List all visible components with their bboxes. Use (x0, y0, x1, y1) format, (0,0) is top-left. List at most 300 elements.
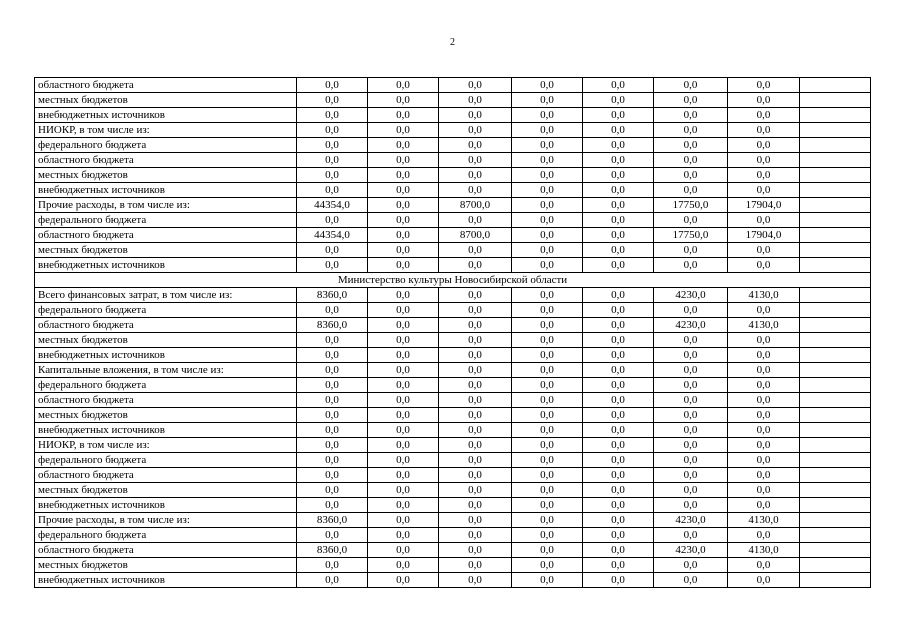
value-cell: 0,0 (439, 213, 512, 228)
value-cell: 0,0 (654, 558, 728, 573)
value-cell: 0,0 (654, 333, 728, 348)
value-cell: 0,0 (654, 93, 728, 108)
value-cell: 0,0 (368, 228, 439, 243)
value-cell: 0,0 (368, 438, 439, 453)
value-cell: 0,0 (583, 123, 654, 138)
value-cell: 0,0 (368, 108, 439, 123)
value-cell (800, 363, 871, 378)
value-cell: 0,0 (654, 108, 728, 123)
value-cell: 0,0 (368, 213, 439, 228)
value-cell: 0,0 (728, 333, 800, 348)
value-cell: 0,0 (583, 453, 654, 468)
value-cell: 0,0 (512, 453, 583, 468)
value-cell (800, 483, 871, 498)
value-cell: 0,0 (439, 93, 512, 108)
value-cell: 0,0 (439, 108, 512, 123)
value-cell: 0,0 (439, 123, 512, 138)
value-cell: 0,0 (368, 378, 439, 393)
table-row (35, 228, 871, 243)
value-cell: 0,0 (439, 363, 512, 378)
value-cell: 0,0 (583, 423, 654, 438)
value-cell: 0,0 (439, 438, 512, 453)
value-cell (800, 153, 871, 168)
value-cell: 17750,0 (654, 198, 728, 213)
value-cell: 0,0 (297, 183, 368, 198)
value-cell: 0,0 (512, 513, 583, 528)
table-row (35, 108, 871, 123)
value-cell: 0,0 (368, 543, 439, 558)
value-cell (800, 258, 871, 273)
value-cell: 0,0 (368, 168, 439, 183)
value-cell: 44354,0 (297, 198, 368, 213)
value-cell: 0,0 (583, 93, 654, 108)
value-cell: 0,0 (439, 558, 512, 573)
value-cell: 17750,0 (654, 228, 728, 243)
value-cell: 0,0 (728, 528, 800, 543)
value-cell: 0,0 (512, 108, 583, 123)
value-cell: 0,0 (583, 303, 654, 318)
value-cell: 0,0 (583, 483, 654, 498)
value-cell: 0,0 (728, 408, 800, 423)
table-row (35, 123, 871, 138)
value-cell: 0,0 (368, 558, 439, 573)
table-row (35, 363, 871, 378)
value-cell: 8360,0 (297, 288, 368, 303)
value-cell: 4130,0 (728, 513, 800, 528)
table-row (35, 243, 871, 258)
value-cell: 0,0 (654, 528, 728, 543)
value-cell: 0,0 (583, 138, 654, 153)
table-row (35, 393, 871, 408)
value-cell: 0,0 (368, 483, 439, 498)
value-cell: 0,0 (654, 498, 728, 513)
value-cell: 0,0 (512, 378, 583, 393)
value-cell: 0,0 (368, 78, 439, 93)
value-cell: 0,0 (583, 408, 654, 423)
value-cell: 0,0 (439, 498, 512, 513)
row-label: местных бюджетов (35, 93, 297, 108)
value-cell: 8700,0 (439, 228, 512, 243)
value-cell: 0,0 (512, 543, 583, 558)
value-cell: 0,0 (439, 138, 512, 153)
value-cell: 0,0 (654, 573, 728, 588)
table-row (35, 408, 871, 423)
value-cell: 0,0 (728, 303, 800, 318)
value-cell: 0,0 (512, 408, 583, 423)
value-cell (800, 243, 871, 258)
row-label: местных бюджетов (35, 333, 297, 348)
row-label: областного бюджета (35, 393, 297, 408)
value-cell: 0,0 (583, 573, 654, 588)
value-cell (800, 348, 871, 363)
value-cell: 0,0 (654, 423, 728, 438)
value-cell: 17904,0 (728, 228, 800, 243)
value-cell: 0,0 (583, 393, 654, 408)
value-cell: 0,0 (297, 138, 368, 153)
value-cell: 0,0 (512, 243, 583, 258)
table-row (35, 213, 871, 228)
value-cell: 0,0 (654, 303, 728, 318)
row-label: Капитальные вложения, в том числе из: (35, 363, 297, 378)
row-label: местных бюджетов (35, 408, 297, 423)
value-cell: 0,0 (368, 93, 439, 108)
value-cell: 0,0 (512, 303, 583, 318)
value-cell: 0,0 (512, 168, 583, 183)
value-cell: 0,0 (583, 243, 654, 258)
row-label: внебюджетных источников (35, 258, 297, 273)
value-cell (800, 183, 871, 198)
value-cell: 0,0 (728, 183, 800, 198)
value-cell: 0,0 (439, 483, 512, 498)
row-label: федерального бюджета (35, 528, 297, 543)
value-cell: 0,0 (728, 348, 800, 363)
value-cell: 0,0 (368, 513, 439, 528)
value-cell: 0,0 (728, 378, 800, 393)
value-cell: 0,0 (654, 138, 728, 153)
value-cell: 0,0 (297, 108, 368, 123)
value-cell: 0,0 (654, 393, 728, 408)
value-cell: 0,0 (368, 363, 439, 378)
value-cell: 4130,0 (728, 318, 800, 333)
value-cell (800, 198, 871, 213)
value-cell: 0,0 (512, 123, 583, 138)
value-cell (800, 408, 871, 423)
value-cell (800, 93, 871, 108)
value-cell: 0,0 (583, 318, 654, 333)
value-cell (800, 303, 871, 318)
value-cell: 0,0 (512, 288, 583, 303)
budget-table (34, 77, 871, 588)
value-cell: 0,0 (583, 558, 654, 573)
value-cell: 0,0 (512, 558, 583, 573)
value-cell: 0,0 (583, 363, 654, 378)
row-label: внебюджетных источников (35, 423, 297, 438)
value-cell: 0,0 (728, 468, 800, 483)
value-cell (800, 573, 871, 588)
value-cell (800, 468, 871, 483)
value-cell: 0,0 (583, 468, 654, 483)
value-cell: 0,0 (654, 123, 728, 138)
value-cell: 0,0 (297, 303, 368, 318)
table-row (35, 543, 871, 558)
value-cell: 4130,0 (728, 543, 800, 558)
value-cell: 0,0 (512, 198, 583, 213)
table-row (35, 288, 871, 303)
value-cell: 0,0 (368, 468, 439, 483)
value-cell (800, 513, 871, 528)
row-label: НИОКР, в том числе из: (35, 123, 297, 138)
value-cell: 0,0 (583, 333, 654, 348)
value-cell: 0,0 (368, 303, 439, 318)
value-cell: 0,0 (439, 168, 512, 183)
value-cell: 0,0 (583, 378, 654, 393)
value-cell: 0,0 (654, 258, 728, 273)
value-cell: 0,0 (439, 408, 512, 423)
value-cell (800, 558, 871, 573)
section-row (35, 273, 871, 288)
value-cell: 0,0 (439, 543, 512, 558)
value-cell: 0,0 (583, 513, 654, 528)
value-cell: 0,0 (728, 123, 800, 138)
row-label: местных бюджетов (35, 168, 297, 183)
value-cell: 0,0 (512, 78, 583, 93)
row-label: внебюджетных источников (35, 108, 297, 123)
table-row (35, 303, 871, 318)
value-cell: 0,0 (297, 453, 368, 468)
value-cell (800, 78, 871, 93)
value-cell (800, 498, 871, 513)
table-row (35, 348, 871, 363)
value-cell (800, 378, 871, 393)
row-label: местных бюджетов (35, 558, 297, 573)
row-label: внебюджетных источников (35, 573, 297, 588)
value-cell: 0,0 (583, 258, 654, 273)
value-cell: 0,0 (583, 228, 654, 243)
value-cell: 0,0 (439, 303, 512, 318)
value-cell: 0,0 (728, 168, 800, 183)
table-row (35, 438, 871, 453)
value-cell: 4230,0 (654, 543, 728, 558)
value-cell: 0,0 (512, 318, 583, 333)
value-cell: 0,0 (297, 558, 368, 573)
value-cell: 0,0 (368, 573, 439, 588)
value-cell: 0,0 (368, 348, 439, 363)
section-title: Министерство культуры Новосибирской области (35, 273, 871, 288)
value-cell: 0,0 (654, 153, 728, 168)
value-cell: 0,0 (297, 153, 368, 168)
value-cell: 0,0 (583, 543, 654, 558)
value-cell: 0,0 (439, 453, 512, 468)
value-cell: 0,0 (583, 108, 654, 123)
value-cell: 0,0 (583, 168, 654, 183)
value-cell: 0,0 (512, 183, 583, 198)
value-cell: 0,0 (297, 243, 368, 258)
value-cell: 0,0 (368, 258, 439, 273)
value-cell: 0,0 (297, 258, 368, 273)
value-cell: 0,0 (439, 378, 512, 393)
value-cell: 0,0 (728, 243, 800, 258)
value-cell: 0,0 (297, 168, 368, 183)
value-cell (800, 423, 871, 438)
value-cell: 0,0 (512, 138, 583, 153)
value-cell: 0,0 (654, 78, 728, 93)
value-cell: 0,0 (439, 183, 512, 198)
value-cell: 0,0 (654, 408, 728, 423)
value-cell: 0,0 (439, 333, 512, 348)
table-row (35, 423, 871, 438)
value-cell: 0,0 (583, 498, 654, 513)
value-cell: 0,0 (512, 228, 583, 243)
value-cell: 0,0 (654, 378, 728, 393)
value-cell: 0,0 (583, 183, 654, 198)
value-cell: 4230,0 (654, 318, 728, 333)
value-cell: 0,0 (297, 78, 368, 93)
table-row (35, 318, 871, 333)
value-cell (800, 318, 871, 333)
value-cell: 0,0 (728, 108, 800, 123)
value-cell: 0,0 (583, 153, 654, 168)
value-cell: 0,0 (439, 243, 512, 258)
value-cell: 0,0 (368, 408, 439, 423)
value-cell (800, 138, 871, 153)
value-cell: 0,0 (512, 438, 583, 453)
row-label: областного бюджета (35, 153, 297, 168)
value-cell: 0,0 (368, 183, 439, 198)
value-cell: 0,0 (512, 468, 583, 483)
value-cell: 0,0 (368, 318, 439, 333)
value-cell: 0,0 (297, 348, 368, 363)
table-row (35, 558, 871, 573)
value-cell (800, 123, 871, 138)
value-cell: 0,0 (297, 423, 368, 438)
value-cell: 0,0 (439, 468, 512, 483)
row-label: федерального бюджета (35, 138, 297, 153)
value-cell: 0,0 (583, 78, 654, 93)
value-cell (800, 228, 871, 243)
value-cell: 0,0 (728, 453, 800, 468)
table-row (35, 333, 871, 348)
value-cell: 0,0 (297, 393, 368, 408)
value-cell: 0,0 (512, 93, 583, 108)
value-cell: 0,0 (368, 153, 439, 168)
value-cell: 0,0 (368, 243, 439, 258)
value-cell: 0,0 (368, 333, 439, 348)
value-cell: 0,0 (728, 423, 800, 438)
value-cell (800, 288, 871, 303)
table-row (35, 138, 871, 153)
table-row (35, 78, 871, 93)
value-cell: 0,0 (583, 288, 654, 303)
value-cell: 0,0 (728, 78, 800, 93)
value-cell: 0,0 (728, 363, 800, 378)
value-cell: 0,0 (439, 153, 512, 168)
table-row (35, 528, 871, 543)
table-row (35, 258, 871, 273)
value-cell: 0,0 (297, 408, 368, 423)
row-label: федерального бюджета (35, 303, 297, 318)
value-cell: 0,0 (583, 348, 654, 363)
value-cell: 8700,0 (439, 198, 512, 213)
value-cell: 8360,0 (297, 513, 368, 528)
value-cell: 0,0 (297, 378, 368, 393)
value-cell: 0,0 (512, 348, 583, 363)
value-cell: 0,0 (297, 573, 368, 588)
value-cell: 0,0 (654, 243, 728, 258)
row-label: областного бюджета (35, 228, 297, 243)
value-cell: 0,0 (728, 573, 800, 588)
table-row (35, 483, 871, 498)
row-label: областного бюджета (35, 318, 297, 333)
row-label: Прочие расходы, в том числе из: (35, 513, 297, 528)
row-label: областного бюджета (35, 468, 297, 483)
value-cell: 0,0 (368, 123, 439, 138)
value-cell: 0,0 (368, 453, 439, 468)
page-number: 2 (450, 37, 455, 48)
value-cell: 0,0 (654, 183, 728, 198)
row-label: внебюджетных источников (35, 183, 297, 198)
value-cell: 0,0 (368, 393, 439, 408)
value-cell: 0,0 (439, 528, 512, 543)
value-cell: 0,0 (654, 348, 728, 363)
value-cell (800, 333, 871, 348)
value-cell: 0,0 (439, 393, 512, 408)
value-cell: 0,0 (297, 438, 368, 453)
value-cell (800, 213, 871, 228)
table-row (35, 378, 871, 393)
value-cell: 0,0 (512, 258, 583, 273)
value-cell: 0,0 (368, 423, 439, 438)
value-cell: 0,0 (297, 468, 368, 483)
value-cell (800, 108, 871, 123)
value-cell: 0,0 (512, 153, 583, 168)
value-cell: 0,0 (297, 93, 368, 108)
value-cell: 4230,0 (654, 513, 728, 528)
value-cell: 0,0 (583, 198, 654, 213)
value-cell: 0,0 (654, 468, 728, 483)
value-cell: 0,0 (728, 153, 800, 168)
value-cell: 0,0 (728, 558, 800, 573)
row-label: местных бюджетов (35, 243, 297, 258)
value-cell: 4130,0 (728, 288, 800, 303)
value-cell: 0,0 (439, 318, 512, 333)
table-row (35, 498, 871, 513)
row-label: федерального бюджета (35, 213, 297, 228)
row-label: областного бюджета (35, 78, 297, 93)
value-cell: 0,0 (512, 393, 583, 408)
row-label: Прочие расходы, в том числе из: (35, 198, 297, 213)
value-cell: 0,0 (439, 288, 512, 303)
row-label: областного бюджета (35, 543, 297, 558)
value-cell (800, 168, 871, 183)
value-cell: 8360,0 (297, 318, 368, 333)
value-cell: 0,0 (728, 393, 800, 408)
value-cell (800, 438, 871, 453)
value-cell: 0,0 (439, 348, 512, 363)
row-label: НИОКР, в том числе из: (35, 438, 297, 453)
value-cell: 0,0 (654, 363, 728, 378)
value-cell: 0,0 (368, 528, 439, 543)
table-row (35, 573, 871, 588)
row-label: внебюджетных источников (35, 348, 297, 363)
value-cell: 0,0 (439, 78, 512, 93)
row-label: местных бюджетов (35, 483, 297, 498)
value-cell: 0,0 (583, 528, 654, 543)
table-row (35, 468, 871, 483)
value-cell: 0,0 (368, 498, 439, 513)
row-label: Всего финансовых затрат, в том числе из: (35, 288, 297, 303)
value-cell: 0,0 (512, 573, 583, 588)
value-cell: 0,0 (654, 213, 728, 228)
value-cell: 0,0 (654, 438, 728, 453)
value-cell: 0,0 (728, 483, 800, 498)
value-cell: 0,0 (654, 168, 728, 183)
table-row (35, 183, 871, 198)
value-cell (800, 543, 871, 558)
table-row (35, 513, 871, 528)
value-cell: 0,0 (368, 138, 439, 153)
value-cell: 0,0 (728, 138, 800, 153)
value-cell: 44354,0 (297, 228, 368, 243)
value-cell: 0,0 (297, 363, 368, 378)
value-cell: 17904,0 (728, 198, 800, 213)
value-cell: 0,0 (512, 333, 583, 348)
value-cell: 0,0 (728, 213, 800, 228)
value-cell: 0,0 (439, 573, 512, 588)
row-label: федерального бюджета (35, 453, 297, 468)
row-label: федерального бюджета (35, 378, 297, 393)
row-label: внебюджетных источников (35, 498, 297, 513)
value-cell: 0,0 (654, 453, 728, 468)
